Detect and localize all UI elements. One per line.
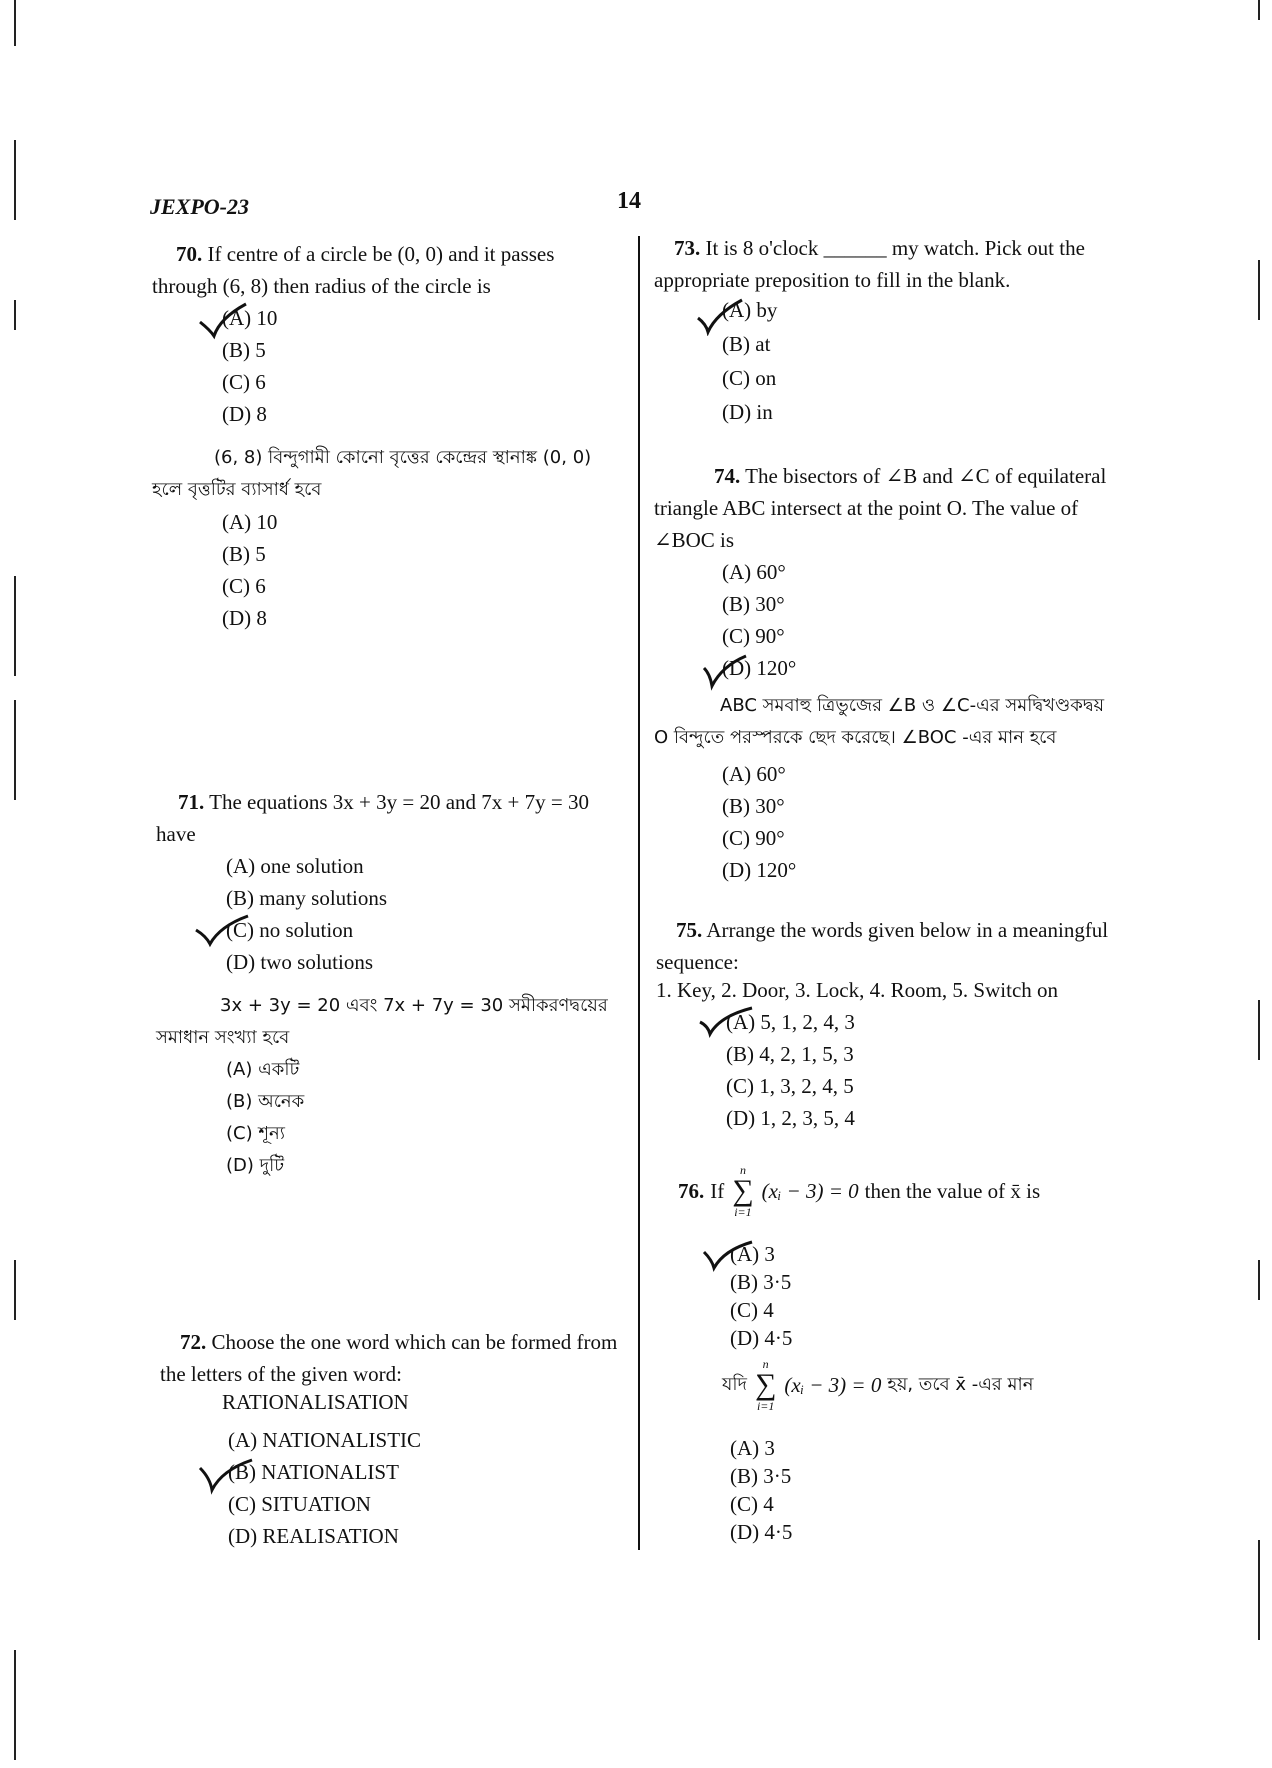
scan-mark (14, 140, 16, 220)
given-word: RATIONALISATION (222, 1390, 409, 1414)
question-73 (654, 232, 1114, 296)
checkmark-icon (696, 1004, 786, 1044)
option-b[interactable]: (B) many solutions (226, 886, 387, 910)
option-d-bengali[interactable]: (D) 120° (722, 858, 797, 882)
scan-mark (14, 1260, 16, 1320)
option-a[interactable]: (A) by (722, 298, 778, 322)
option-a-bengali[interactable]: (A) 3 (730, 1436, 775, 1460)
question-75 (656, 914, 1118, 978)
question-74-bengali: ABC সমবাহু ত্রিভুজের ∠B ও ∠C-এর সমদ্বিখণ্ডকদ্বয় O বিন্দুতে পরস্পরকে ছেদ করেছে। ∠BOC -এর মান হবে (654, 695, 1105, 748)
option-b-bengali[interactable]: (B) 30° (722, 794, 785, 818)
option-c[interactable]: (C) SITUATION (228, 1492, 371, 1516)
scan-mark (1258, 1540, 1260, 1640)
question-text: If centre of a circle be (0, 0) and it passes through (6, 8) then radius of the circle is (152, 242, 555, 298)
option-a[interactable]: (A) 10 (222, 306, 278, 330)
option-a[interactable]: (A) 3 (730, 1242, 775, 1266)
option-d[interactable]: (D) 1, 2, 3, 5, 4 (726, 1106, 855, 1130)
scan-mark (1258, 1260, 1260, 1300)
sum-lower-limit: i=1 (756, 1399, 775, 1413)
option-d[interactable]: (D) 8 (222, 402, 267, 426)
question-number: 76. (678, 1179, 705, 1203)
option-b[interactable]: (B) at (722, 332, 771, 356)
question-71 (156, 786, 626, 850)
checkmark-icon (192, 912, 282, 952)
option-c[interactable]: (C) 90° (722, 624, 785, 648)
equation: (xᵢ − 3) = 0 (784, 1373, 882, 1397)
question-suffix: then the value of x̄ is (864, 1179, 1041, 1203)
sum-lower-limit: i=1 (734, 1205, 752, 1219)
question-number: 73. (674, 236, 701, 260)
checkmark-icon (694, 296, 784, 336)
option-d[interactable]: (D) 120° (722, 656, 797, 680)
option-b-bengali[interactable]: (B) 3·5 (730, 1464, 792, 1488)
option-a-bengali[interactable]: (A) 60° (722, 762, 786, 786)
question-text: It is 8 o'clock ______ my watch. Pick out the appropriate preposition to fill in the blank. (654, 236, 1085, 292)
option-d[interactable]: (D) two solutions (226, 950, 373, 974)
question-text: Arrange the words given below in a meaningful sequence: (656, 918, 1109, 974)
word-list: 1. Key, 2. Door, 3. Lock, 4. Room, 5. Switch on (656, 978, 1059, 1002)
scan-mark (1258, 1000, 1260, 1060)
exam-code: JEXPO-23 (150, 194, 249, 219)
question-76 (678, 1164, 1118, 1218)
option-d[interactable]: (D) REALISATION (228, 1524, 399, 1548)
question-number: 70. (176, 242, 203, 266)
option-b[interactable]: (B) 4, 2, 1, 5, 3 (726, 1042, 854, 1066)
option-c[interactable]: (C) no solution (226, 918, 354, 942)
option-c-bengali[interactable]: (C) 90° (722, 826, 785, 850)
option-b[interactable]: (B) 30° (722, 592, 785, 616)
question-70-bengali: (6, 8) বিন্দুগামী কোনো বৃত্তের কেন্দ্রের স্থানাঙ্ক (0, 0) হলে বৃত্তটির ব্যাসার্ধ হবে (152, 447, 592, 500)
question-number: 72. (180, 1330, 207, 1354)
question-text: The equations 3x + 3y = 20 and 7x + 7y = 30 have (156, 790, 589, 846)
option-a-bengali[interactable]: (A) 10 (222, 510, 278, 534)
option-c[interactable]: (C) on (722, 366, 777, 390)
scan-mark (14, 700, 16, 800)
option-a[interactable]: (A) 5, 1, 2, 4, 3 (726, 1010, 855, 1034)
question-74 (654, 460, 1116, 556)
checkmark-icon (700, 1238, 790, 1278)
option-d-bengali[interactable]: (D) 4·5 (730, 1520, 793, 1544)
option-c-bengali[interactable]: (C) শূন্য (226, 1123, 285, 1144)
option-c[interactable]: (C) 6 (222, 370, 266, 394)
option-d[interactable]: (D) 4·5 (730, 1326, 793, 1350)
option-c-bengali[interactable]: (C) 6 (222, 574, 266, 598)
page-number: 14 (617, 188, 641, 214)
option-b-bengali[interactable]: (B) অনেক (226, 1091, 305, 1112)
summation-symbol: n ∑ i=1 (732, 1163, 754, 1219)
bengali-suffix: হয়, তবে x̄ -এর মান (887, 1374, 1034, 1395)
question-70 (152, 238, 622, 302)
option-c-bengali[interactable]: (C) 4 (730, 1492, 774, 1516)
option-b[interactable]: (B) NATIONALIST (228, 1460, 399, 1484)
checkmark-icon (196, 300, 286, 340)
scan-mark (14, 300, 16, 330)
bengali-prefix: যদি (722, 1374, 747, 1395)
scan-mark (14, 1650, 16, 1760)
option-a[interactable]: (A) one solution (226, 854, 364, 878)
question-76-bengali (722, 1358, 1122, 1412)
option-c[interactable]: (C) 1, 3, 2, 4, 5 (726, 1074, 854, 1098)
option-b-bengali[interactable]: (B) 5 (222, 542, 266, 566)
option-a[interactable]: (A) 60° (722, 560, 786, 584)
option-d-bengali[interactable]: (D) 8 (222, 606, 267, 630)
option-a[interactable]: (A) NATIONALISTIC (228, 1428, 422, 1452)
question-prefix: If (710, 1179, 725, 1203)
question-text: Choose the one word which can be formed from the letters of the given word: (160, 1330, 618, 1386)
question-text: The bisectors of ∠B and ∠C of equilateral triangle ABC intersect at the point O. The value of ∠BOC is (654, 464, 1107, 552)
scan-mark (14, 576, 16, 676)
question-number: 71. (178, 790, 205, 814)
question-number: 74. (714, 464, 741, 488)
scan-mark (1258, 0, 1260, 20)
option-b[interactable]: (B) 3·5 (730, 1270, 792, 1294)
option-d-bengali[interactable]: (D) দুটি (226, 1155, 285, 1176)
summation-symbol: n ∑ i=1 (754, 1357, 777, 1413)
option-a-bengali[interactable]: (A) একটি (226, 1059, 300, 1080)
scan-mark (14, 0, 16, 46)
scan-mark (1258, 260, 1260, 320)
question-71-bengali: 3x + 3y = 20 এবং 7x + 7y = 30 সমীকরণদ্বয়ের সমাধান সংখ্যা হবে (156, 995, 608, 1048)
sum-upper-limit: n (739, 1163, 746, 1177)
question-72 (160, 1326, 630, 1390)
option-b[interactable]: (B) 5 (222, 338, 266, 362)
equation: (xᵢ − 3) = 0 (761, 1179, 859, 1203)
sum-upper-limit: n (762, 1357, 769, 1371)
checkmark-icon (700, 652, 790, 692)
column-divider (638, 236, 640, 1550)
checkmark-icon (196, 1456, 286, 1496)
option-d[interactable]: (D) in (722, 400, 773, 424)
question-number: 75. (676, 918, 703, 942)
option-c[interactable]: (C) 4 (730, 1298, 774, 1322)
